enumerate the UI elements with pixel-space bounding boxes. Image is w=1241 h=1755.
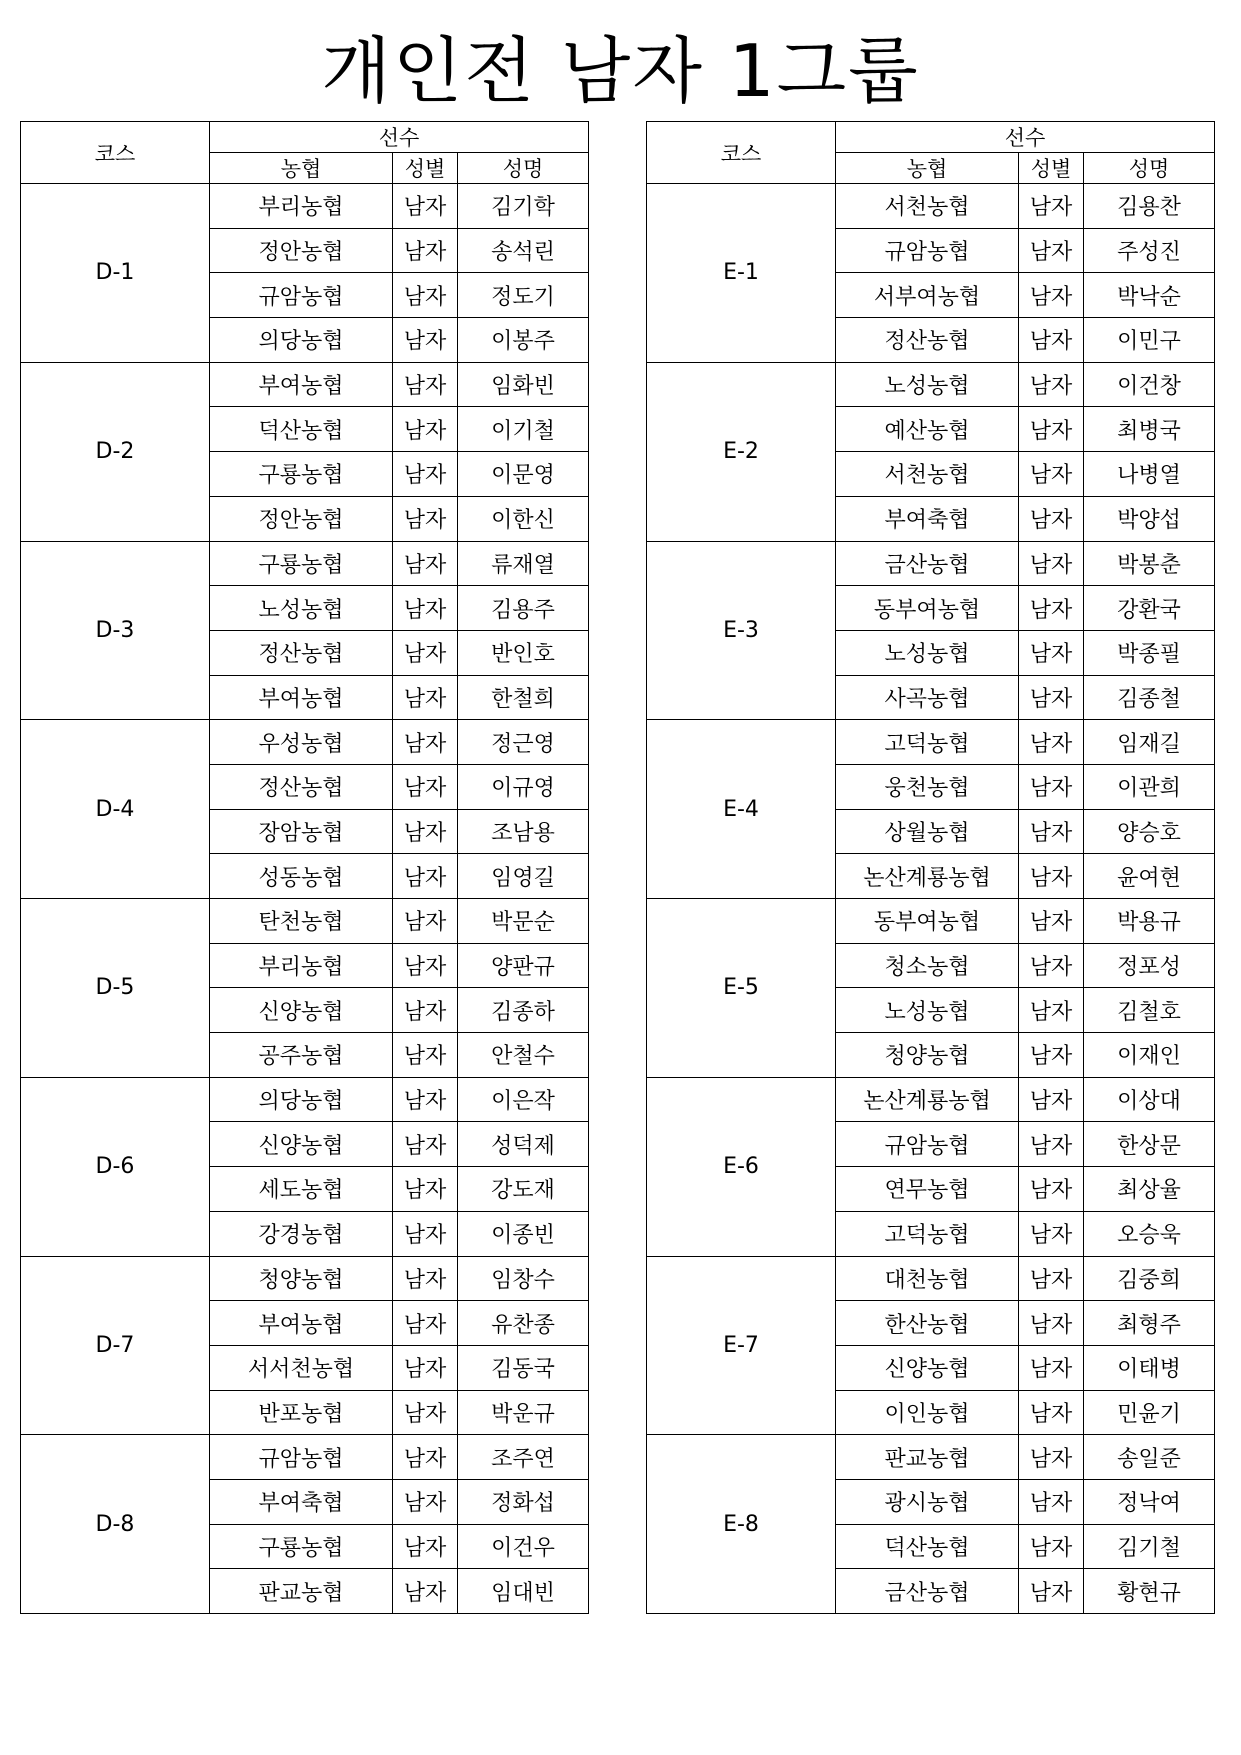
coop-cell: 신양농협: [210, 988, 393, 1033]
course-cell: D-2: [21, 362, 210, 541]
coop-cell: 구룡농협: [210, 1524, 393, 1569]
gender-cell: 남자: [1019, 1211, 1084, 1256]
name-cell: 송석린: [458, 228, 589, 273]
coop-cell: 신양농협: [836, 1345, 1019, 1390]
name-cell: 주성진: [1084, 228, 1215, 273]
coop-cell: 덕산농협: [210, 407, 393, 452]
course-cell: E-3: [647, 541, 836, 720]
gender-cell: 남자: [393, 273, 458, 318]
gender-cell: 남자: [1019, 675, 1084, 720]
gender-cell: 남자: [1019, 630, 1084, 675]
name-cell: 김중희: [1084, 1256, 1215, 1301]
coop-cell: 광시농협: [836, 1479, 1019, 1524]
coop-cell: 규암농협: [836, 228, 1019, 273]
name-cell: 임창수: [458, 1256, 589, 1301]
course-cell: D-8: [21, 1435, 210, 1614]
table-row: [647, 541, 1215, 586]
coop-cell: 장암농협: [210, 809, 393, 854]
gender-cell: 남자: [1019, 1167, 1084, 1212]
gender-header: 성별: [393, 153, 458, 184]
coop-cell: 덕산농협: [836, 1524, 1019, 1569]
name-cell: 양승호: [1084, 809, 1215, 854]
name-cell: 김용찬: [1084, 184, 1215, 229]
name-cell: 정화섭: [458, 1479, 589, 1524]
gender-cell: 남자: [393, 1390, 458, 1435]
gender-cell: 남자: [393, 1524, 458, 1569]
name-cell: 임영길: [458, 854, 589, 899]
name-cell: 윤여현: [1084, 854, 1215, 899]
table-row: [647, 899, 1215, 944]
coop-cell: 서천농협: [836, 184, 1019, 229]
name-cell: 박낙순: [1084, 273, 1215, 318]
coop-cell: 부리농협: [210, 943, 393, 988]
coop-cell: 세도농협: [210, 1167, 393, 1212]
name-cell: 한상문: [1084, 1122, 1215, 1167]
name-cell: 이은작: [458, 1077, 589, 1122]
gender-cell: 남자: [1019, 228, 1084, 273]
gender-cell: 남자: [393, 943, 458, 988]
name-cell: 박운규: [458, 1390, 589, 1435]
gender-cell: 남자: [393, 720, 458, 765]
coop-cell: 이인농협: [836, 1390, 1019, 1435]
gender-cell: 남자: [393, 496, 458, 541]
name-cell: 류재열: [458, 541, 589, 586]
course-cell: D-4: [21, 720, 210, 899]
coop-cell: 구룡농협: [210, 541, 393, 586]
gender-cell: 남자: [393, 452, 458, 497]
page-title: 개인전 남자 1그룹: [321, 29, 920, 113]
name-cell: 임대빈: [458, 1569, 589, 1614]
name-cell: 최형주: [1084, 1301, 1215, 1346]
gender-cell: 남자: [1019, 318, 1084, 363]
name-header: 성명: [458, 153, 589, 184]
coop-cell: 논산계룡농협: [836, 1077, 1019, 1122]
table-row: [21, 541, 589, 586]
player-header: 선수: [836, 122, 1215, 153]
gender-cell: 남자: [1019, 1345, 1084, 1390]
name-cell: 이민구: [1084, 318, 1215, 363]
gender-cell: 남자: [393, 1256, 458, 1301]
gender-cell: 남자: [1019, 1077, 1084, 1122]
name-cell: 조주연: [458, 1435, 589, 1480]
coop-cell: 부리농협: [210, 184, 393, 229]
gender-cell: 남자: [393, 809, 458, 854]
course-header: 코스: [21, 122, 210, 184]
name-cell: 김용주: [458, 586, 589, 631]
table-row: [21, 720, 589, 765]
gender-cell: 남자: [1019, 1301, 1084, 1346]
name-cell: 황현규: [1084, 1569, 1215, 1614]
coop-cell: 상월농협: [836, 809, 1019, 854]
name-cell: 정포성: [1084, 943, 1215, 988]
coop-cell: 부여축협: [210, 1479, 393, 1524]
gender-cell: 남자: [393, 1122, 458, 1167]
gender-cell: 남자: [393, 854, 458, 899]
gender-cell: 남자: [1019, 586, 1084, 631]
coop-cell: 성동농협: [210, 854, 393, 899]
gender-cell: 남자: [393, 228, 458, 273]
coop-cell: 규암농협: [210, 1435, 393, 1480]
name-cell: 송일준: [1084, 1435, 1215, 1480]
coop-cell: 우성농협: [210, 720, 393, 765]
name-cell: 오승욱: [1084, 1211, 1215, 1256]
gender-cell: 남자: [393, 541, 458, 586]
gender-cell: 남자: [1019, 273, 1084, 318]
name-cell: 한철희: [458, 675, 589, 720]
gender-cell: 남자: [393, 675, 458, 720]
coop-cell: 한산농협: [836, 1301, 1019, 1346]
gender-cell: 남자: [1019, 1122, 1084, 1167]
roster-table-left: [20, 121, 589, 1614]
coop-cell: 규암농협: [836, 1122, 1019, 1167]
table-row: [647, 184, 1215, 229]
player-header: 선수: [210, 122, 589, 153]
coop-cell: 논산계룡농협: [836, 854, 1019, 899]
name-cell: 박종필: [1084, 630, 1215, 675]
coop-cell: 금산농협: [836, 541, 1019, 586]
gender-cell: 남자: [1019, 854, 1084, 899]
gender-cell: 남자: [393, 988, 458, 1033]
gender-cell: 남자: [1019, 1569, 1084, 1614]
gender-header: 성별: [1019, 153, 1084, 184]
gender-cell: 남자: [1019, 943, 1084, 988]
gender-cell: 남자: [1019, 1390, 1084, 1435]
coop-cell: 연무농협: [836, 1167, 1019, 1212]
coop-cell: 부여농협: [210, 675, 393, 720]
table-row: [647, 720, 1215, 765]
coop-cell: 정산농협: [836, 318, 1019, 363]
name-cell: 박양섭: [1084, 496, 1215, 541]
gender-cell: 남자: [393, 1435, 458, 1480]
course-cell: D-5: [21, 899, 210, 1078]
name-cell: 김종철: [1084, 675, 1215, 720]
course-cell: D-7: [21, 1256, 210, 1435]
table-row: [647, 362, 1215, 407]
course-cell: E-5: [647, 899, 836, 1078]
gender-cell: 남자: [1019, 1435, 1084, 1480]
coop-cell: 정산농협: [210, 630, 393, 675]
coop-cell: 사곡농협: [836, 675, 1019, 720]
course-cell: D-3: [21, 541, 210, 720]
coop-cell: 판교농협: [836, 1435, 1019, 1480]
name-cell: 강도재: [458, 1167, 589, 1212]
name-cell: 안철수: [458, 1033, 589, 1078]
coop-cell: 부여농협: [210, 1301, 393, 1346]
course-cell: D-6: [21, 1077, 210, 1256]
table-row: [21, 362, 589, 407]
name-cell: 이봉주: [458, 318, 589, 363]
course-cell: E-7: [647, 1256, 836, 1435]
name-cell: 정근영: [458, 720, 589, 765]
coop-cell: 규암농협: [210, 273, 393, 318]
name-cell: 김동국: [458, 1345, 589, 1390]
coop-cell: 노성농협: [210, 586, 393, 631]
name-cell: 이건우: [458, 1524, 589, 1569]
coop-cell: 부여농협: [210, 362, 393, 407]
coop-cell: 정안농협: [210, 496, 393, 541]
gender-cell: 남자: [393, 184, 458, 229]
coop-cell: 의당농협: [210, 318, 393, 363]
table-row: [21, 1256, 589, 1301]
coop-cell: 청양농협: [210, 1256, 393, 1301]
coop-cell: 서부여농협: [836, 273, 1019, 318]
course-cell: E-8: [647, 1435, 836, 1614]
coop-cell: 탄천농협: [210, 899, 393, 944]
course-cell: D-1: [21, 184, 210, 363]
coop-cell: 웅천농협: [836, 764, 1019, 809]
coop-cell: 부여축협: [836, 496, 1019, 541]
name-cell: 유찬종: [458, 1301, 589, 1346]
coop-cell: 신양농협: [210, 1122, 393, 1167]
name-cell: 박문순: [458, 899, 589, 944]
gender-cell: 남자: [393, 1569, 458, 1614]
name-header: 성명: [1084, 153, 1215, 184]
name-cell: 이규영: [458, 764, 589, 809]
coop-cell: 금산농협: [836, 1569, 1019, 1614]
table-row: [647, 1435, 1215, 1480]
coop-header: 농협: [210, 153, 393, 184]
coop-cell: 예산농협: [836, 407, 1019, 452]
coop-cell: 서서천농협: [210, 1345, 393, 1390]
gender-cell: 남자: [393, 586, 458, 631]
coop-cell: 동부여농협: [836, 899, 1019, 944]
gender-cell: 남자: [393, 1033, 458, 1078]
table-row: [647, 1077, 1215, 1122]
table-row: [21, 1435, 589, 1480]
name-cell: 정도기: [458, 273, 589, 318]
name-cell: 김기학: [458, 184, 589, 229]
name-cell: 나병열: [1084, 452, 1215, 497]
coop-cell: 의당농협: [210, 1077, 393, 1122]
coop-cell: 정산농협: [210, 764, 393, 809]
name-cell: 이재인: [1084, 1033, 1215, 1078]
coop-cell: 청소농협: [836, 943, 1019, 988]
name-cell: 최상율: [1084, 1167, 1215, 1212]
gender-cell: 남자: [1019, 809, 1084, 854]
table-row: [21, 899, 589, 944]
name-cell: 최병국: [1084, 407, 1215, 452]
coop-cell: 반포농협: [210, 1390, 393, 1435]
course-cell: E-1: [647, 184, 836, 363]
coop-cell: 노성농협: [836, 988, 1019, 1033]
coop-cell: 구룡농협: [210, 452, 393, 497]
gender-cell: 남자: [1019, 1256, 1084, 1301]
name-cell: 양판규: [458, 943, 589, 988]
name-cell: 임재길: [1084, 720, 1215, 765]
gender-cell: 남자: [393, 630, 458, 675]
gender-cell: 남자: [393, 764, 458, 809]
roster-table-right: [646, 121, 1215, 1614]
name-cell: 조남용: [458, 809, 589, 854]
gender-cell: 남자: [393, 318, 458, 363]
name-cell: 김기철: [1084, 1524, 1215, 1569]
name-cell: 이태병: [1084, 1345, 1215, 1390]
gender-cell: 남자: [1019, 899, 1084, 944]
name-cell: 이문영: [458, 452, 589, 497]
name-cell: 김철호: [1084, 988, 1215, 1033]
name-cell: 이상대: [1084, 1077, 1215, 1122]
name-cell: 성덕제: [458, 1122, 589, 1167]
name-cell: 이관희: [1084, 764, 1215, 809]
table-row: [647, 1256, 1215, 1301]
gender-cell: 남자: [393, 362, 458, 407]
gender-cell: 남자: [393, 1345, 458, 1390]
gender-cell: 남자: [393, 1211, 458, 1256]
gender-cell: 남자: [1019, 1479, 1084, 1524]
course-cell: E-4: [647, 720, 836, 899]
gender-cell: 남자: [1019, 496, 1084, 541]
gender-cell: 남자: [1019, 1524, 1084, 1569]
coop-cell: 노성농협: [836, 630, 1019, 675]
course-cell: E-2: [647, 362, 836, 541]
name-cell: 이종빈: [458, 1211, 589, 1256]
gender-cell: 남자: [393, 1301, 458, 1346]
name-cell: 임화빈: [458, 362, 589, 407]
gender-cell: 남자: [1019, 184, 1084, 229]
gender-cell: 남자: [1019, 720, 1084, 765]
name-cell: 박봉춘: [1084, 541, 1215, 586]
gender-cell: 남자: [393, 1077, 458, 1122]
name-cell: 민윤기: [1084, 1390, 1215, 1435]
name-cell: 이한신: [458, 496, 589, 541]
gender-cell: 남자: [1019, 988, 1084, 1033]
gender-cell: 남자: [1019, 362, 1084, 407]
coop-cell: 서천농협: [836, 452, 1019, 497]
gender-cell: 남자: [1019, 1033, 1084, 1078]
gender-cell: 남자: [1019, 452, 1084, 497]
name-cell: 강환국: [1084, 586, 1215, 631]
coop-cell: 대천농협: [836, 1256, 1019, 1301]
name-cell: 이기철: [458, 407, 589, 452]
name-cell: 정낙여: [1084, 1479, 1215, 1524]
name-cell: 김종하: [458, 988, 589, 1033]
gender-cell: 남자: [393, 1479, 458, 1524]
name-cell: 이건창: [1084, 362, 1215, 407]
name-cell: 반인호: [458, 630, 589, 675]
coop-cell: 고덕농협: [836, 720, 1019, 765]
table-row: [21, 184, 589, 229]
coop-cell: 강경농협: [210, 1211, 393, 1256]
coop-cell: 고덕농협: [836, 1211, 1019, 1256]
gender-cell: 남자: [1019, 407, 1084, 452]
gender-cell: 남자: [1019, 541, 1084, 586]
table-row: [21, 1077, 589, 1122]
coop-cell: 판교농협: [210, 1569, 393, 1614]
course-header: 코스: [647, 122, 836, 184]
coop-cell: 노성농협: [836, 362, 1019, 407]
gender-cell: 남자: [1019, 764, 1084, 809]
name-cell: 박용규: [1084, 899, 1215, 944]
coop-header: 농협: [836, 153, 1019, 184]
gender-cell: 남자: [393, 407, 458, 452]
gender-cell: 남자: [393, 899, 458, 944]
coop-cell: 청양농협: [836, 1033, 1019, 1078]
coop-cell: 정안농협: [210, 228, 393, 273]
coop-cell: 공주농협: [210, 1033, 393, 1078]
course-cell: E-6: [647, 1077, 836, 1256]
coop-cell: 동부여농협: [836, 586, 1019, 631]
gender-cell: 남자: [393, 1167, 458, 1212]
